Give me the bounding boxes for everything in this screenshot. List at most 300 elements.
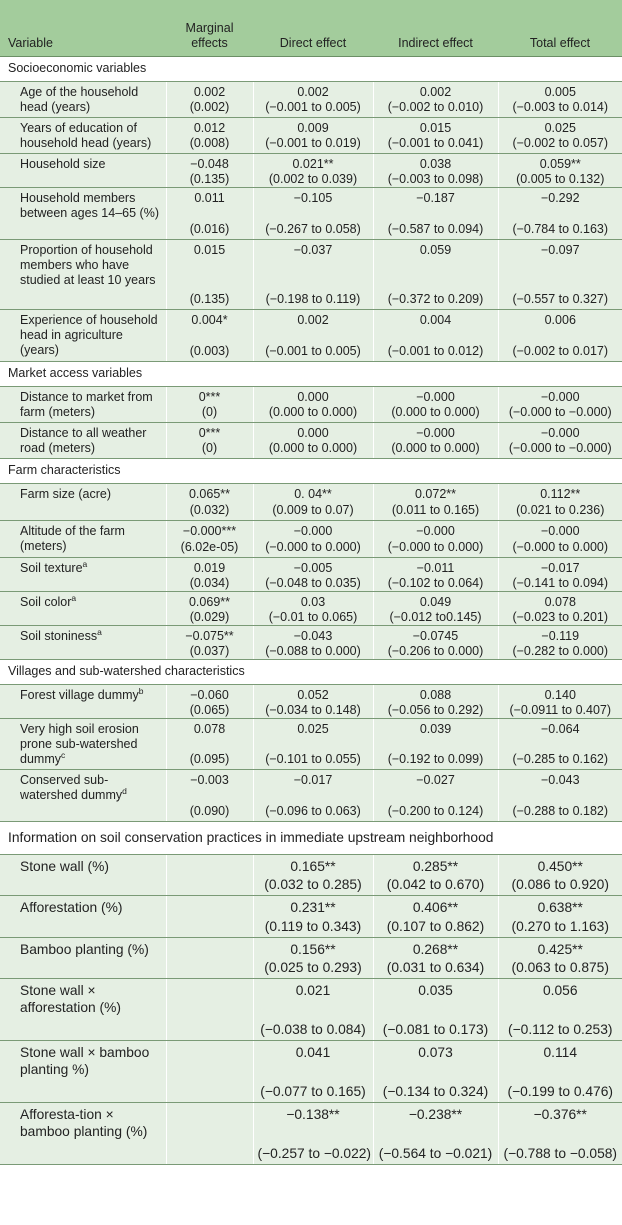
row-label-text: Very high soil erosion prone sub-watershed dummy (20, 721, 139, 766)
marginal-effect-cell (166, 718, 253, 769)
marginal-effect-estimate: 0.019 (193, 560, 226, 575)
indirect-effect-interval: (−0.081 to 0.173) (382, 1021, 489, 1037)
section-title: Farm characteristics (0, 458, 622, 483)
table-row (0, 557, 622, 591)
indirect-effect-cell (373, 520, 498, 557)
indirect-effect-cell (373, 718, 498, 769)
direct-effect-estimate: 0.025 (297, 721, 329, 736)
row-label (0, 718, 166, 769)
row-label-text: Afforestation (%) (20, 899, 123, 915)
marginal-effect-estimate: −0.075** (185, 628, 234, 643)
row-label (0, 153, 166, 187)
total-effect-cell (498, 483, 622, 520)
marginal-effect-cell (166, 422, 253, 458)
indirect-effect-estimate: 0.049 (419, 594, 452, 609)
indirect-effect-interval: (−0.001 to 0.012) (387, 343, 484, 358)
total-effect-estimate: −0.043 (540, 772, 580, 787)
total-effect-interval: (−0.023 to 0.201) (512, 609, 609, 624)
total-effect-interval: (−0.788 to −0.058) (503, 1145, 618, 1161)
table-row (0, 239, 622, 309)
indirect-effect-estimate: 0.285** (412, 858, 459, 874)
total-effect-cell (498, 557, 622, 591)
indirect-effect-interval: (−0.000 to 0.000) (387, 539, 484, 554)
marginal-effect-cell (166, 153, 253, 187)
section-title: Information on soil conservation practices in immediate upstream neighborhood (0, 821, 622, 854)
direct-effect-cell (253, 1102, 373, 1164)
indirect-effect-cell (373, 978, 498, 1040)
marginal-effect-cell (166, 117, 253, 153)
total-effect-cell (498, 769, 622, 821)
marginal-effect-estimate: 0*** (198, 389, 221, 404)
total-effect-estimate: 0.114 (543, 1044, 577, 1060)
direct-effect-estimate: −0.017 (293, 772, 333, 787)
marginal-effect-interval: (0.065) (189, 702, 230, 717)
marginal-effect-cell (166, 684, 253, 718)
header-variable: Variable (0, 0, 166, 56)
indirect-effect-cell (373, 153, 498, 187)
table-row (0, 117, 622, 153)
direct-effect-estimate: 0.009 (297, 120, 329, 135)
section-title: Villages and sub-watershed characteristics (0, 659, 622, 684)
direct-effect-cell (253, 978, 373, 1040)
direct-effect-estimate: 0.231** (290, 899, 336, 915)
total-effect-estimate: 0.025 (544, 120, 576, 135)
total-effect-interval: (−0.557 to 0.327) (512, 291, 609, 306)
indirect-effect-cell (373, 591, 498, 625)
total-effect-cell (498, 81, 622, 117)
direct-effect-interval: (0.032 to 0.285) (264, 876, 362, 892)
direct-effect-cell (253, 937, 373, 978)
indirect-effect-cell (373, 422, 498, 458)
total-effect-estimate: −0.000 (540, 389, 580, 404)
direct-effect-interval: (−0.088 to 0.000) (265, 643, 361, 658)
direct-effect-cell (253, 769, 373, 821)
table-row (0, 1102, 622, 1164)
row-label-text: Soil stoniness (20, 628, 98, 643)
row-label (0, 895, 166, 937)
direct-effect-estimate: 0.002 (297, 312, 329, 327)
direct-effect-cell (253, 625, 373, 659)
direct-effect-interval: (−0.048 to 0.035) (265, 575, 361, 590)
marginal-effect-interval: (0) (201, 404, 218, 419)
marginal-effect-cell (166, 769, 253, 821)
section-header-row (0, 458, 622, 483)
indirect-effect-interval: (−0.192 to 0.099) (387, 751, 484, 766)
direct-effect-interval: (0.025 to 0.293) (264, 959, 362, 975)
indirect-effect-cell (373, 937, 498, 978)
total-effect-estimate: 0.140 (544, 687, 576, 702)
total-effect-estimate: −0.292 (540, 190, 580, 205)
direct-effect-cell (253, 684, 373, 718)
total-effect-estimate: 0.078 (544, 594, 576, 609)
footnote-marker: a (82, 558, 88, 569)
direct-effect-interval: (−0.000 to 0.000) (265, 539, 361, 554)
table-row (0, 978, 622, 1040)
direct-effect-estimate: −0.043 (293, 628, 333, 643)
indirect-effect-cell (373, 684, 498, 718)
row-label (0, 520, 166, 557)
marginal-effect-interval: (0.008) (189, 135, 230, 150)
row-label-text: Bamboo planting (%) (20, 941, 149, 957)
indirect-effect-interval: (−0.587 to 0.094) (387, 221, 484, 236)
marginal-effect-estimate: 0.011 (194, 190, 225, 205)
row-label-text: Years of education of household head (years) (20, 120, 152, 150)
total-effect-cell (498, 239, 622, 309)
direct-effect-interval: (−0.034 to 0.148) (265, 702, 361, 717)
marginal-effect-cell (166, 520, 253, 557)
indirect-effect-estimate: 0.072** (414, 486, 456, 501)
indirect-effect-cell (373, 557, 498, 591)
row-label (0, 1040, 166, 1102)
total-effect-cell (498, 895, 622, 937)
direct-effect-interval: (0.009 to 0.07) (272, 502, 354, 517)
marginal-effect-cell (166, 81, 253, 117)
marginal-effect-interval: (0.090) (189, 803, 230, 818)
table-header-row (0, 0, 622, 56)
total-effect-estimate: 0.450** (537, 858, 583, 874)
table-row (0, 718, 622, 769)
direct-effect-estimate: −0.138** (286, 1106, 340, 1122)
marginal-effect-cell (166, 309, 253, 361)
direct-effect-estimate: 0.021 (295, 982, 331, 998)
indirect-effect-cell (373, 854, 498, 895)
indirect-effect-cell (373, 895, 498, 937)
total-effect-interval: (−0.000 to 0.000) (512, 539, 609, 554)
direct-effect-cell (253, 520, 373, 557)
indirect-effect-interval: (−0.003 to 0.098) (387, 171, 484, 186)
table-row (0, 153, 622, 187)
indirect-effect-estimate: −0.0745 (412, 628, 459, 643)
total-effect-estimate: 0.005 (544, 84, 576, 99)
row-label-text: Distance to market from farm (meters) (20, 389, 153, 419)
row-label (0, 239, 166, 309)
direct-effect-estimate: −0.037 (293, 242, 333, 257)
direct-effect-estimate: 0.165** (290, 858, 336, 874)
row-label (0, 386, 166, 422)
marginal-effect-cell (166, 895, 253, 937)
direct-effect-interval: (−0.267 to 0.058) (265, 221, 361, 236)
table-row (0, 1040, 622, 1102)
indirect-effect-interval: (0.000 to 0.000) (391, 404, 480, 419)
indirect-effect-estimate: 0.406** (412, 899, 459, 915)
direct-effect-cell (253, 187, 373, 239)
row-label (0, 557, 166, 591)
marginal-effect-estimate: 0.012 (193, 120, 226, 135)
direct-effect-estimate: 0. 04** (294, 486, 332, 501)
direct-effect-interval: (−0.001 to 0.005) (265, 343, 361, 358)
table-row (0, 854, 622, 895)
row-label-text: Soil color (20, 594, 72, 609)
section-title: Market access variables (0, 361, 622, 386)
indirect-effect-estimate: 0.059 (419, 242, 452, 257)
total-effect-interval: (−0.282 to 0.000) (512, 643, 609, 658)
direct-effect-cell (253, 422, 373, 458)
marginal-effect-interval: (0) (201, 440, 218, 455)
table-row (0, 187, 622, 239)
marginal-effect-estimate: 0*** (198, 425, 221, 440)
total-effect-cell (498, 978, 622, 1040)
marginal-effect-interval: (0.016) (189, 221, 230, 236)
row-label-text: Farm size (acre) (20, 486, 111, 501)
indirect-effect-estimate: 0.039 (419, 721, 452, 736)
section-title: Socioeconomic variables (0, 56, 622, 81)
total-effect-interval: (0.021 to 0.236) (516, 502, 605, 517)
total-effect-cell (498, 117, 622, 153)
direct-effect-interval: (−0.038 to 0.084) (260, 1021, 366, 1037)
direct-effect-cell (253, 81, 373, 117)
indirect-effect-cell (373, 239, 498, 309)
indirect-effect-interval: (−0.372 to 0.209) (387, 291, 484, 306)
indirect-effect-cell (373, 483, 498, 520)
total-effect-interval: (0.063 to 0.875) (511, 959, 609, 975)
table-row (0, 591, 622, 625)
total-effect-estimate: 0.425** (537, 941, 583, 957)
marginal-effect-interval: (0.002) (189, 99, 230, 114)
direct-effect-estimate: 0.021** (292, 156, 334, 171)
row-label (0, 854, 166, 895)
marginal-effect-interval: (0.029) (189, 609, 230, 624)
row-label-text: Stone wall × bamboo planting %) (20, 1044, 150, 1077)
total-effect-cell (498, 1102, 622, 1164)
direct-effect-interval: (−0.257 to −0.022) (257, 1145, 372, 1161)
header-direct-effect: Direct effect (253, 0, 373, 56)
total-effect-estimate: −0.000 (540, 523, 580, 538)
total-effect-cell (498, 309, 622, 361)
row-label-text: Proportion of household members who have studied at least 10 years (20, 242, 156, 287)
direct-effect-estimate: 0.000 (297, 425, 329, 440)
total-effect-interval: (−0.784 to 0.163) (512, 221, 609, 236)
row-label-text: Household size (20, 156, 106, 171)
marginal-effect-estimate: −0.048 (190, 156, 229, 171)
total-effect-interval: (−0.285 to 0.162) (512, 751, 609, 766)
total-effect-interval: (−0.000 to −0.000) (508, 440, 612, 455)
header-total-effect: Total effect (498, 0, 622, 56)
indirect-effect-interval: (−0.012 to0.145) (389, 609, 482, 624)
indirect-effect-interval: (0.011 to 0.165) (391, 502, 480, 517)
total-effect-cell (498, 625, 622, 659)
direct-effect-estimate: −0.000 (293, 523, 333, 538)
row-label-text: Conserved sub-watershed dummy (20, 772, 123, 802)
direct-effect-interval: (−0.001 to 0.019) (265, 135, 361, 150)
direct-effect-interval: (0.000 to 0.000) (268, 440, 358, 455)
total-effect-cell (498, 591, 622, 625)
footnote-marker: c (60, 749, 66, 760)
direct-effect-estimate: 0.03 (300, 594, 326, 609)
table-row (0, 386, 622, 422)
row-label (0, 422, 166, 458)
total-effect-cell (498, 153, 622, 187)
total-effect-estimate: −0.097 (540, 242, 580, 257)
indirect-effect-interval: (0.042 to 0.670) (386, 876, 485, 892)
direct-effect-cell (253, 386, 373, 422)
table-row (0, 625, 622, 659)
row-label (0, 684, 166, 718)
direct-effect-interval: (0.000 to 0.000) (268, 404, 358, 419)
table-row (0, 483, 622, 520)
indirect-effect-cell (373, 769, 498, 821)
direct-effect-cell (253, 153, 373, 187)
indirect-effect-cell (373, 309, 498, 361)
total-effect-interval: (−0.141 to 0.094) (512, 575, 609, 590)
direct-effect-interval: (−0.01 to 0.065) (268, 609, 358, 624)
direct-effect-cell (253, 309, 373, 361)
table-row (0, 309, 622, 361)
marginal-effect-interval: (0.034) (189, 575, 230, 590)
marginal-effect-interval: (0.037) (189, 643, 230, 658)
total-effect-interval: (0.005 to 0.132) (516, 171, 605, 186)
total-effect-cell (498, 937, 622, 978)
section-header-row (0, 659, 622, 684)
total-effect-cell (498, 520, 622, 557)
indirect-effect-interval: (−0.002 to 0.010) (387, 99, 484, 114)
row-label-text: Afforesta-tion × bamboo planting (%) (20, 1106, 148, 1139)
indirect-effect-estimate: −0.027 (416, 772, 455, 787)
row-label (0, 309, 166, 361)
section-header-row (0, 821, 622, 854)
row-label-text: Distance to all weather road (meters) (20, 425, 147, 455)
table-row (0, 895, 622, 937)
total-effect-cell (498, 684, 622, 718)
direct-effect-estimate: 0.002 (297, 84, 329, 99)
indirect-effect-cell (373, 1102, 498, 1164)
total-effect-estimate: 0.059** (539, 156, 581, 171)
indirect-effect-cell (373, 187, 498, 239)
row-label-text: Experience of household head in agriculture (years) (20, 312, 158, 357)
indirect-effect-estimate: 0.088 (419, 687, 452, 702)
marginal-effect-cell (166, 591, 253, 625)
marginal-effect-cell (166, 483, 253, 520)
total-effect-interval: (−0.199 to 0.476) (507, 1083, 613, 1099)
marginal-effect-interval: (0.003) (189, 343, 230, 358)
marginal-effect-cell (166, 625, 253, 659)
total-effect-estimate: −0.119 (541, 628, 580, 643)
total-effect-estimate: 0.638** (537, 899, 583, 915)
row-label (0, 81, 166, 117)
indirect-effect-interval: (0.000 to 0.000) (391, 440, 480, 455)
direct-effect-estimate: 0.052 (297, 687, 329, 702)
total-effect-interval: (−0.002 to 0.017) (512, 343, 609, 358)
marginal-effect-estimate: −0.060 (190, 687, 229, 702)
marginal-effect-estimate: 0.015 (193, 242, 226, 257)
total-effect-cell (498, 854, 622, 895)
row-label (0, 769, 166, 821)
footnote-marker: d (122, 785, 127, 796)
direct-effect-cell (253, 239, 373, 309)
marginal-effect-estimate: 0.002 (193, 84, 226, 99)
indirect-effect-cell (373, 117, 498, 153)
row-label-text: Household members between ages 14–65 (%) (20, 190, 159, 220)
section-header-row (0, 56, 622, 81)
direct-effect-cell (253, 591, 373, 625)
row-label (0, 937, 166, 978)
marginal-effect-interval: (6.02e-05) (180, 539, 239, 554)
total-effect-interval: (0.270 to 1.163) (511, 918, 609, 934)
marginal-effect-estimate: −0.000*** (182, 523, 237, 538)
direct-effect-interval: (−0.077 to 0.165) (260, 1083, 366, 1099)
marginal-effect-cell (166, 386, 253, 422)
total-effect-cell (498, 718, 622, 769)
direct-effect-estimate: 0.156** (290, 941, 336, 957)
direct-effect-cell (253, 718, 373, 769)
row-label (0, 483, 166, 520)
indirect-effect-interval: (−0.200 to 0.124) (387, 803, 484, 818)
total-effect-interval: (−0.0911 to 0.407) (509, 702, 612, 717)
row-label-text: Forest village dummy (20, 687, 139, 702)
footnote-marker: a (97, 626, 102, 637)
marginal-effect-cell (166, 854, 253, 895)
marginal-effect-estimate: 0.004* (191, 312, 228, 327)
total-effect-estimate: −0.064 (540, 721, 580, 736)
table-row (0, 422, 622, 458)
header-indirect-effect: Indirect effect (373, 0, 498, 56)
direct-effect-cell (253, 483, 373, 520)
direct-effect-interval: (0.002 to 0.039) (268, 171, 358, 186)
indirect-effect-interval: (−0.206 to 0.000) (387, 643, 484, 658)
table-row (0, 769, 622, 821)
direct-effect-estimate: 0.000 (297, 389, 329, 404)
row-label-text: Stone wall (%) (20, 858, 109, 874)
marginal-effect-interval: (0.095) (189, 751, 230, 766)
total-effect-estimate: −0.017 (540, 560, 580, 575)
indirect-effect-interval: (0.031 to 0.634) (386, 959, 485, 975)
total-effect-cell (498, 386, 622, 422)
marginal-effect-cell (166, 1040, 253, 1102)
marginal-effect-estimate: 0.078 (193, 721, 226, 736)
marginal-effect-cell (166, 1102, 253, 1164)
table-row (0, 520, 622, 557)
indirect-effect-estimate: −0.000 (416, 425, 455, 440)
total-effect-estimate: 0.056 (542, 982, 578, 998)
indirect-effect-estimate: 0.073 (418, 1044, 453, 1060)
indirect-effect-cell (373, 1040, 498, 1102)
row-label-text: Stone wall × afforestation (%) (20, 982, 121, 1015)
marginal-effect-interval: (0.135) (189, 171, 230, 186)
total-effect-interval: (−0.112 to 0.253) (508, 1021, 613, 1037)
total-effect-estimate: −0.376** (533, 1106, 587, 1122)
total-effect-estimate: 0.006 (544, 312, 576, 327)
indirect-effect-cell (373, 386, 498, 422)
row-label (0, 591, 166, 625)
row-label (0, 1102, 166, 1164)
indirect-effect-estimate: −0.000 (416, 523, 455, 538)
marginal-effect-cell (166, 557, 253, 591)
indirect-effect-estimate: 0.038 (419, 156, 452, 171)
indirect-effect-estimate: −0.187 (416, 190, 455, 205)
indirect-effect-interval: (0.107 to 0.862) (386, 918, 485, 934)
total-effect-interval: (−0.288 to 0.182) (512, 803, 609, 818)
row-label (0, 187, 166, 239)
indirect-effect-interval: (−0.564 to −0.021) (378, 1145, 493, 1161)
direct-effect-cell (253, 557, 373, 591)
direct-effect-estimate: −0.005 (293, 560, 333, 575)
indirect-effect-estimate: 0.035 (418, 982, 453, 998)
footnote-marker: b (138, 685, 144, 696)
indirect-effect-estimate: −0.238** (408, 1106, 463, 1122)
row-label (0, 117, 166, 153)
section-header-row (0, 361, 622, 386)
direct-effect-cell (253, 1040, 373, 1102)
total-effect-interval: (−0.002 to 0.057) (512, 135, 609, 150)
direct-effect-interval: (−0.096 to 0.063) (265, 803, 361, 818)
total-effect-interval: (0.086 to 0.920) (511, 876, 609, 892)
indirect-effect-estimate: 0.002 (419, 84, 452, 99)
marginal-effect-interval: (0.032) (189, 502, 230, 517)
direct-effect-interval: (−0.101 to 0.055) (265, 751, 361, 766)
total-effect-interval: (−0.003 to 0.014) (512, 99, 609, 114)
row-label-text: Soil texture (20, 560, 83, 575)
total-effect-estimate: −0.000 (540, 425, 580, 440)
total-effect-cell (498, 187, 622, 239)
